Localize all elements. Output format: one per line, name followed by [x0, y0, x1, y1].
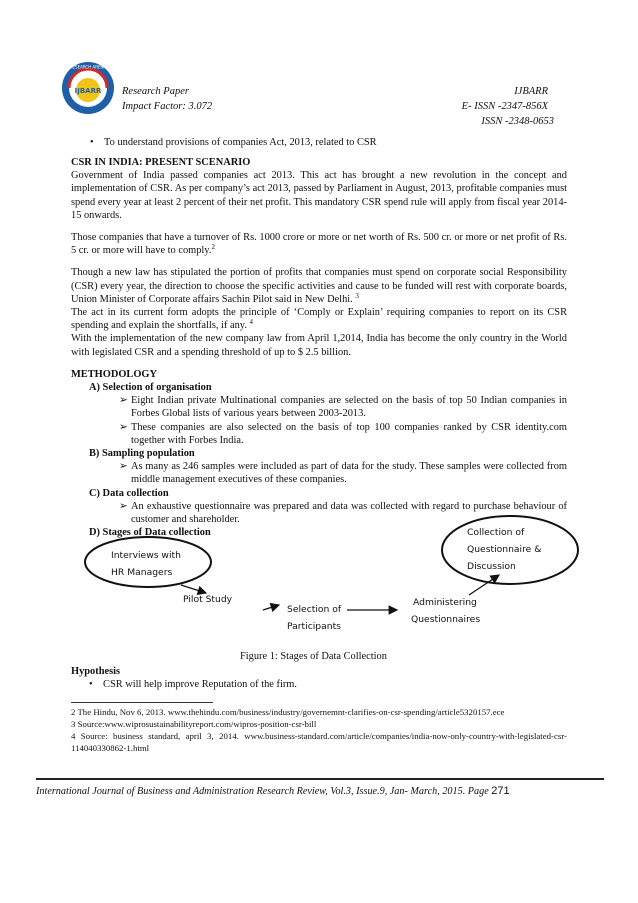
- logo-arc-text: RESEARCH ARENA: [69, 64, 107, 70]
- csr-para-4: [71, 306, 567, 332]
- page-footer: [36, 785, 604, 797]
- section-a-item-1: [71, 394, 567, 420]
- footnote-4: 4 Source: business standard, april 3, 2014. www.business-standard.com/article/companies/india-now-only-country-with-legislated-csr-114040330862-1.html: [71, 731, 567, 753]
- arrow-bullet-icon: ➢: [119, 500, 128, 512]
- footnote-ref-4: 4: [249, 318, 254, 327]
- pilot-study-label: Pilot Study: [183, 594, 233, 605]
- hypothesis-item: [71, 678, 567, 691]
- journal-code: IJBARR: [514, 86, 548, 97]
- journal-logo: [60, 60, 116, 116]
- administering-label: [411, 594, 480, 628]
- section-a-item-2-text: These companies are also selected on the basis of top 100 companies ranked by CSR identity.com together with Forbes India.: [131, 421, 567, 446]
- collection-line-2: Questionnaire &: [467, 544, 542, 555]
- stages-diagram: [71, 515, 591, 640]
- issn: ISSN -2348-0653: [481, 116, 554, 127]
- csr-heading: CSR IN INDIA: PRESENT SCENARIO: [71, 157, 251, 168]
- collection-label: [467, 524, 541, 575]
- paper-type: Research Paper: [122, 86, 189, 97]
- arrow-pilot-to-selection: [263, 605, 279, 610]
- selection-label: [287, 601, 341, 635]
- hypothesis-section: [71, 665, 567, 691]
- selection-line-1: Selection of: [287, 604, 342, 615]
- e-issn: E- ISSN -2347-856X: [461, 101, 548, 112]
- bullet-dot: •: [90, 137, 105, 148]
- interviews-line-1: Interviews with: [111, 550, 181, 561]
- footnote-2: 2 The Hindu, Nov 6, 2013. www.thehindu.com/business/industry/governemnt-clarifies-on-csr-spending/article5320157.ece: [71, 707, 505, 717]
- section-c-heading: C) Data collection: [89, 487, 169, 499]
- main-content: [71, 156, 567, 539]
- logo-text: IJBARR: [74, 87, 102, 95]
- footnote-divider: [71, 702, 213, 703]
- impact-factor: Impact Factor: 3.072: [122, 101, 213, 112]
- section-c-item-1-text: An exhaustive questionnaire was prepared and data was collected with regard to purchase behaviour of customer and shareholder.: [131, 500, 567, 526]
- footnote-ref-3: 3: [355, 291, 359, 300]
- csr-para-1: Government of India passed companies act 2013. This act has brought a new revolution in the concept and implementation of CSR. As per company’s act 2013, passed by Parliament in August, 2013, profitable companies must spend every year at least 2 percent of their net profit. This mandatory CSR spend rule will apply from fiscal year 2014-15 onwards.: [71, 170, 567, 221]
- arrow-bullet-icon: ➢: [119, 461, 128, 473]
- bullet-dot: •: [89, 679, 104, 691]
- footnote-3: 3 Source:www.wiprosustainabilityreport.com/wipros-position-csr-bill: [71, 719, 317, 729]
- section-a-item-1-text: Eight Indian private Multinational companies are selected on the basis of top 50 Indian companies in Forbes Global lists of various years between 2003-2013.: [131, 395, 567, 420]
- collection-line-3: Discussion: [467, 561, 516, 572]
- footer-divider: [36, 778, 604, 780]
- selection-line-2: Participants: [287, 621, 341, 632]
- interviews-line-2: HR Managers: [111, 567, 173, 578]
- administering-line-2: Questionnaires: [411, 614, 481, 625]
- csr-para-5: With the implementation of the new company law from April 1,2014, India has become the only country in the World with legislated CSR and a spending threshold of up to $ 2.5 billion.: [71, 333, 567, 358]
- section-b-item-1: [71, 460, 567, 486]
- section-a-heading: A) Selection of organisation: [89, 382, 212, 394]
- figure-caption: Figure 1: Stages of Data Collection: [240, 651, 387, 662]
- footnotes: [71, 706, 567, 754]
- csr-para-4-text: The act in its current form adopts the principle of ‘Comply or Explain’ requiring companies to report on its CSR spending and explain the shortfalls, if any.: [71, 307, 567, 332]
- arrow-bullet-icon: ➢: [119, 395, 128, 407]
- arrow-bullet-icon: ➢: [119, 421, 128, 433]
- header-left: [122, 84, 212, 114]
- footnote-ref-2: 2: [211, 243, 215, 252]
- footer-journal-citation: International Journal of Business and Administration Research Review, Vol.3, Issue.9, Jan- March, 2015. Page: [36, 786, 489, 797]
- header-right: [348, 84, 554, 129]
- hypothesis-heading: Hypothesis: [71, 666, 121, 677]
- csr-para-3: [71, 266, 567, 306]
- intro-bullet: [90, 137, 377, 148]
- section-d-heading: D) Stages of Data collection: [89, 527, 211, 539]
- intro-bullet-text: To understand provisions of companies Act, 2013, related to CSR: [104, 137, 377, 148]
- section-b-heading: B) Sampling population: [89, 448, 195, 460]
- hypothesis-item-text: CSR will help improve Reputation of the firm.: [103, 679, 297, 691]
- csr-para-2-text: Those companies that have a turnover of Rs. 1000 crore or more or net worth of Rs. 500 cr. or more or net profit of Rs. 5 cr. or more will have to comply.: [71, 232, 567, 257]
- collection-line-1: Collection of: [467, 527, 525, 538]
- section-a-item-2: [71, 421, 567, 447]
- methodology-heading: METHODOLOGY: [71, 368, 158, 380]
- csr-para-3-text: Though a new law has stipulated the portion of profits that companies must spend on corporate social Responsibility (CSR) every year, the direction to choose the specific activities and cause to be funded will rest with corporate boards, Union Minister of Corporate affairs Sachin Pilot said in New Delhi.: [71, 267, 567, 305]
- administering-line-1: Administering: [413, 597, 477, 608]
- page-number: 271: [491, 785, 510, 797]
- interviews-label: [111, 547, 181, 581]
- csr-para-2: [71, 231, 567, 257]
- section-b-item-1-text: As many as 246 samples were included as part of data for the study. These samples were collected from middle management executives of these companies.: [131, 461, 567, 486]
